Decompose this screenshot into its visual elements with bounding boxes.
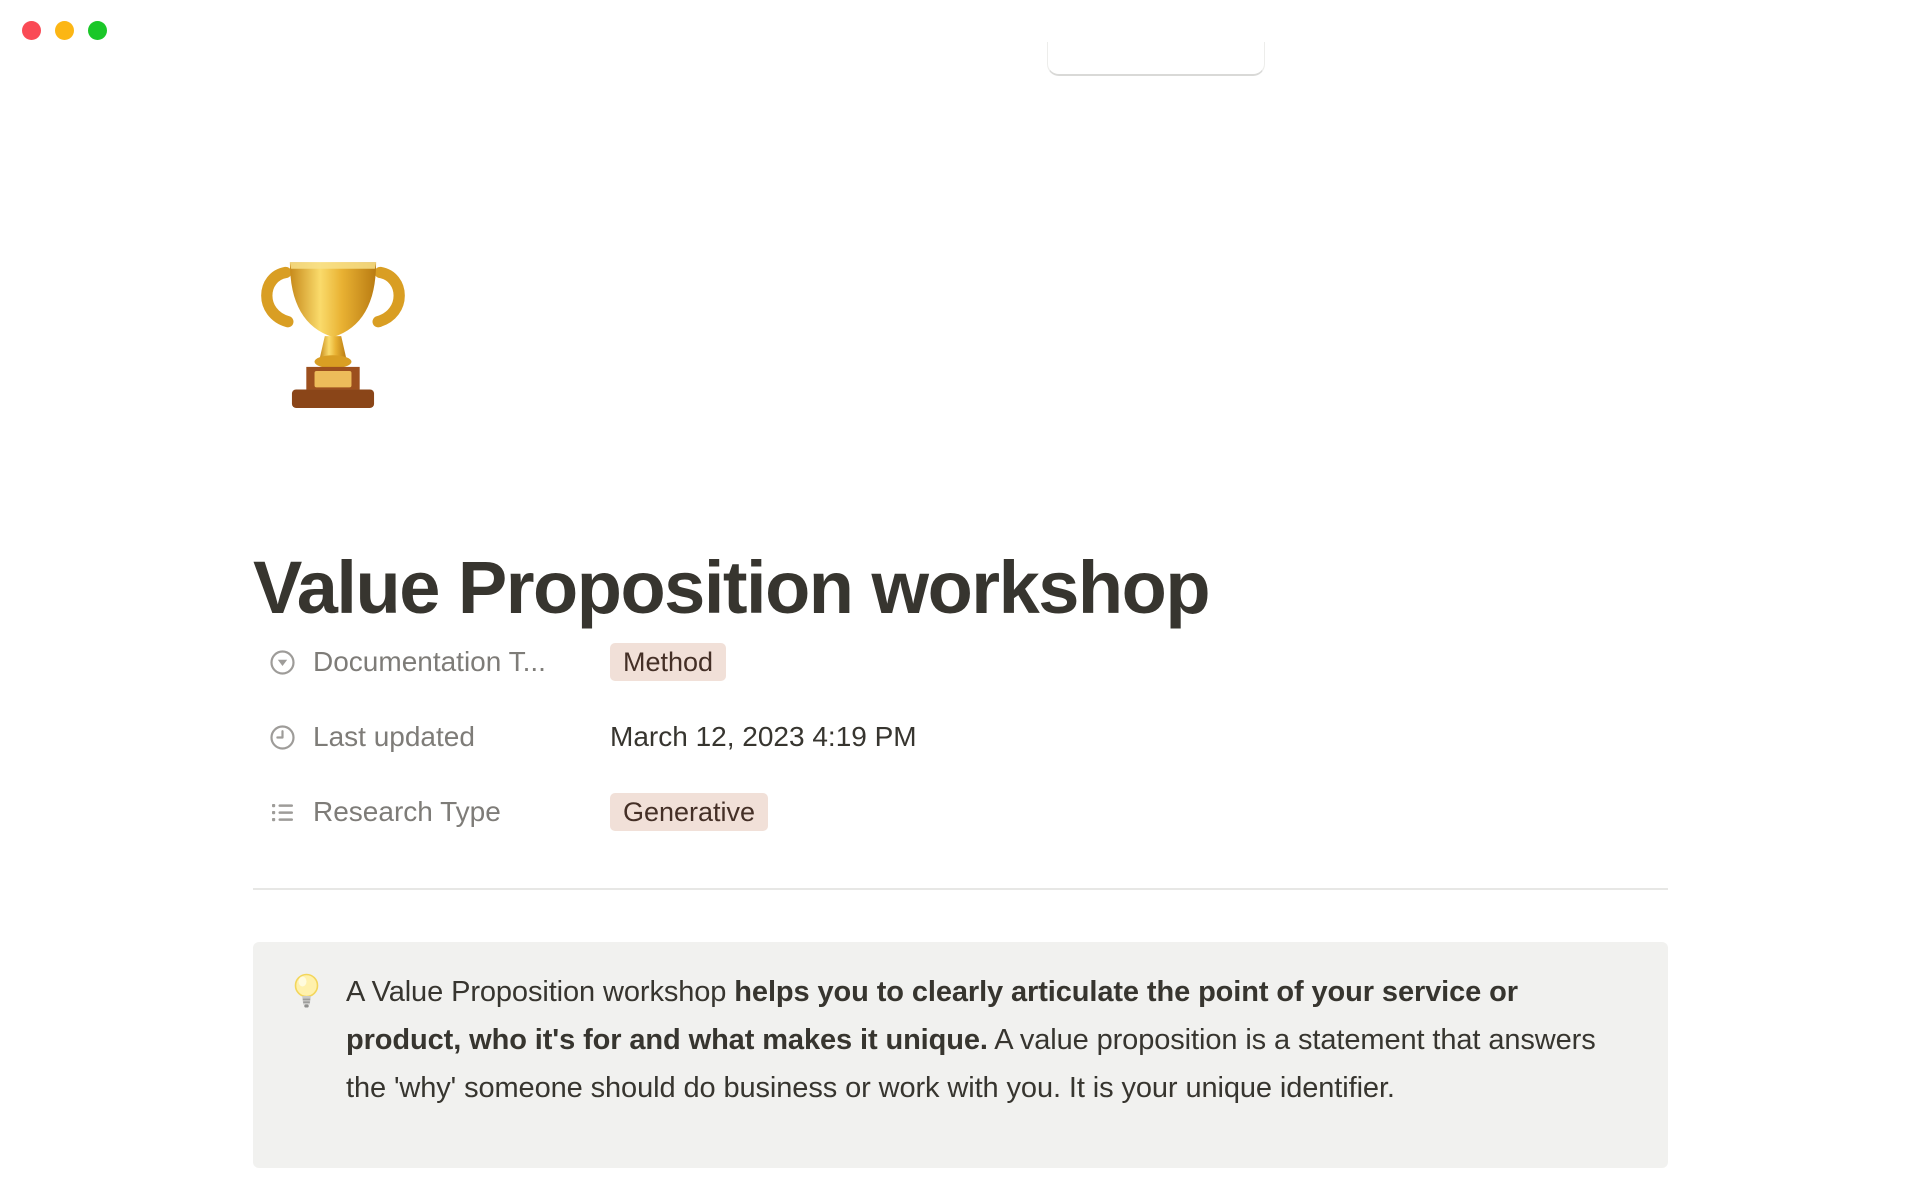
property-key[interactable] — [253, 721, 610, 753]
last-updated-value[interactable]: March 12, 2023 4:19 PM — [610, 721, 917, 752]
list-icon — [269, 799, 296, 826]
property-label: Research Type — [313, 796, 501, 827]
property-list — [253, 640, 1668, 865]
callout-text-regular: A value proposition is a statement that answers the 'why' someone should do business or work with you. It is your unique identifier. — [346, 1024, 1596, 1104]
trophy-icon — [255, 249, 411, 415]
close-button[interactable] — [22, 21, 41, 40]
minimize-button[interactable] — [55, 21, 74, 40]
select-icon — [269, 649, 296, 676]
page-content — [253, 0, 1668, 1200]
property-label: Last updated — [313, 721, 475, 752]
property-row-documentation-type[interactable] — [253, 640, 1668, 684]
callout-text — [346, 968, 1624, 1168]
window-controls — [22, 21, 107, 40]
property-row-last-updated[interactable] — [253, 715, 1668, 759]
callout-block[interactable] — [253, 942, 1668, 1168]
lightbulb-icon — [293, 973, 320, 1015]
page-icon-trophy[interactable] — [255, 249, 411, 415]
property-row-research-type[interactable] — [253, 790, 1668, 834]
divider — [253, 888, 1668, 890]
callout-text-bold: helps you to clearly articulate the point of your service or product, who it's for and what makes it unique. — [346, 976, 1518, 1056]
callout-text-regular: A Value Proposition workshop — [346, 976, 735, 1008]
tag-method[interactable]: Method — [610, 643, 726, 681]
clock-icon — [269, 724, 296, 751]
tag-generative[interactable]: Generative — [610, 793, 768, 831]
page-title[interactable]: Value Proposition workshop — [253, 545, 1210, 629]
property-label: Documentation T... — [313, 646, 546, 677]
zoom-button[interactable] — [88, 21, 107, 40]
property-key[interactable] — [253, 796, 610, 828]
property-key[interactable] — [253, 646, 610, 678]
